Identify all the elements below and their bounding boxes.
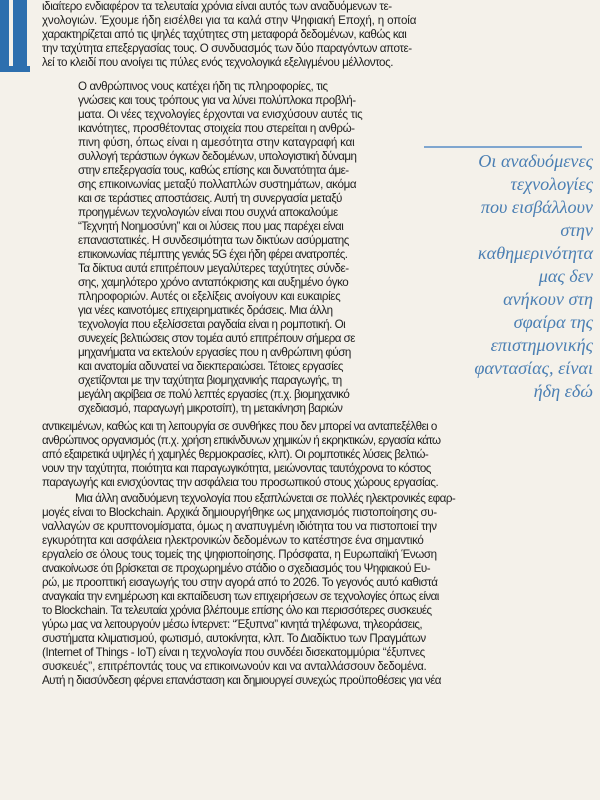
article-line: και ανατομία αδυνατεί να διεκπεραιώσει. Τέτοιες εργασίες <box>78 360 344 373</box>
pull-quote-line: Οι αναδυόμενες <box>478 151 593 171</box>
article-line: γύρω μας να λειτουργούν μέσω ίντερνετ: ‘‘Έξυπνα’’ κινητά τηλέφωνα, τηλεοράσεις, <box>42 618 423 631</box>
pull-quote-line: σφαίρα της <box>513 312 593 332</box>
article-line: γνώσεις και τους τρόπους για να λύνει πολύπλοκα προβλή- <box>78 94 356 107</box>
article-line: εγκυρότητα και ασφάλεια ηλεκτρονικών δεδομένων το κατέστησε ένα σημαντικό <box>42 534 424 547</box>
drop-cap-letter <box>9 0 31 66</box>
article-line: από εξαιρετικά υψηλές ή χαμηλές θερμοκρασίες, κλπ). Οι ρομποτικές λύσεις βελτιώ- <box>42 448 429 461</box>
article-line: την ταχύτητα επεξεργασίας τους. Ο συνδυασμός των δύο παραγόντων αποτε- <box>42 42 412 55</box>
article-line: τεχνολογία που εξελίσσεται ραγδαία είναι η ρομποτική. Οι <box>78 318 346 331</box>
article-line: ικανότητες, προσθέτοντας στοιχεία που στερείται η ανθρώ- <box>78 122 355 135</box>
article-line: ναλλαγών σε κρυπτονομίσματα, όμως η αναπυγμένη ιδιότητα του να πιστοποιεί την <box>42 520 437 533</box>
pull-quote-line: μας δεν <box>538 266 593 286</box>
article-line: επαναστατικές. Η συνδεσιμότητα των δικτύων ασύρματης <box>78 234 349 247</box>
article-line: μεγάλη ακρίβεια σε πολύ λεπτές εργασίες (π.χ. βιομηχανικό <box>78 388 350 401</box>
article-line: μηχανήματα να εκτελούν εργασίες που η ανθρώπινη φύση <box>78 346 351 359</box>
article-line: νουν την ταχύτητα, ποιότητα και παραγωγικότητα, μειώνοντας ταυτόχρονα το κόστος <box>42 462 431 475</box>
article-line: στην επεξεργασία τους, καθώς επίσης και δυνατότητα άμε- <box>78 164 349 177</box>
article-line: το Blockchain. Τα τελευταία χρόνια βλέπουμε επίσης όλο και περισσότερες συσκευές <box>42 604 432 617</box>
article-line: και σε τεράστιες αποστάσεις. Αυτή τη συνεργασία μεταξύ <box>78 192 342 205</box>
article-line: μογές είναι το Blockchain. Αρχικά δημιουργήθηκε ως μηχανισμός πιστοποίησης συ- <box>42 506 437 519</box>
article-line: χνολογιών. Έχουμε ήδη εισέλθει για τα καλά στην Ψηφιακή Εποχή, η οποία <box>42 14 417 27</box>
article-line: ιδιαίτερο ενδιαφέρον τα τελευταία χρόνια είναι αυτός των αναδυόμενων τε- <box>42 0 392 13</box>
article-line: σης επικοινωνίας μεταξύ πολλαπλών συστημάτων, ακόμα <box>78 178 357 191</box>
pull-quote-line: ήδη εδώ <box>533 381 593 401</box>
article-line: συνεχείς βελτιώσεις στον τομέα αυτό επιτρέπουν σήμερα σε <box>78 332 355 345</box>
article-line: Αυτή η διασύνδεση φέρνει επανάσταση και δημιουργεί συνεχώς προϋποθέσεις για νέα <box>42 674 441 687</box>
pull-quote-rule <box>424 146 582 148</box>
article-line: επικοινωνίας πέμπτης γενιάς 5G έχει ήδη φέρει ανατροπές. <box>78 248 348 261</box>
pull-quote <box>407 150 593 403</box>
article-line: συστήματα κλιματισμού, φωτισμό, αυτοκίνητα, κλπ. Το Διαδίκτυο των Πραγμάτων <box>42 632 426 645</box>
drop-cap <box>0 0 30 72</box>
pull-quote-line: τεχνολογίες <box>510 174 593 194</box>
article-line: ανακοίνωσε ότι βρίσκεται σε προχωρημένο στάδιο ο σχεδιασμός του Ψηφιακού Ευ- <box>42 562 431 575</box>
article-line: προηγμένων τεχνολογιών είναι που συχνά αποκαλούμε <box>78 206 338 219</box>
article-line: σχετίζονται με την ταχύτητα βιομηχανικής παραγωγής, τη <box>78 374 342 387</box>
article-line: λεί το κλειδί που ανοίγει τις πύλες ενός τεχνολογικά εξελιγμένου μέλλοντος. <box>42 56 394 69</box>
pull-quote-line: καθημερινότητα <box>477 243 593 263</box>
article-line: (Internet of Things - IoT) είναι η τεχνολογία που συνδέει δισεκατομμύρια ‘‘έξυπνες <box>42 646 425 659</box>
article-line: χαρακτηρίζεται από τις ψηλές ταχύτητες στη μεταφορά δεδομένων, καθώς και <box>42 28 407 41</box>
article-line: συλλογή τεράστιων όγκων δεδομένων, υπολογιστική δύναμη <box>78 150 357 163</box>
article-line: ανθρώπινος οργανισμός (π.χ. χρήση επικίνδυνων χημικών ή εκρηκτικών, εργασία κάτω <box>42 434 441 447</box>
article-line: Μια άλλη αναδυόμενη τεχνολογία που εξαπλώνεται σε πολλές ηλεκτρονικές εφαρ- <box>75 492 456 505</box>
article-line: Ο ανθρώπινος νους κατέχει ήδη τις πληροφορίες, τις <box>78 80 328 93</box>
article-line: εργαλείο σε όλους τους τομείς της ψηφιοποίησης. Πρόσφατα, η Ευρωπαϊκή Ένωση <box>42 548 437 561</box>
article-line: ρώ, με προοπτική εισαγωγής του στην αγορά από το 2026. Το γεγονός αυτό καθιστά <box>42 576 438 589</box>
article-line: για νέες καινοτόμες επιχειρηματικές δράσεις. Μια άλλη <box>78 304 333 317</box>
pull-quote-line: ανήκουν στη <box>503 289 593 309</box>
article-line: ματα. Οι νέες τεχνολογίες έρχονται να ενισχύσουν αυτές τις <box>78 108 363 121</box>
article-line: πληροφοριών. Αυτές οι εξελίξεις ανοίγουν και ευκαιρίες <box>78 290 341 303</box>
article-line: σχεδιασμό, παραγωγή μικροτσίπ), τη μετακίνηση βαριών <box>78 402 343 415</box>
article-line: αναγκαία την ενημέρωση και εκπαίδευση των επιχειρήσεων σε τεχνολογίες όπως είναι <box>42 590 439 603</box>
article-line: “Τεχνητή Νοημοσύνη” και οι λύσεις που μας παρέχει είναι <box>78 220 344 233</box>
article-line: Τα δίκτυα αυτά επιτρέπουν μεγαλύτερες ταχύτητες σύνδε- <box>78 262 349 275</box>
article-line: σης, χαμηλότερο χρόνο ανταπόκρισης και αυξημένο όγκο <box>78 276 349 289</box>
pull-quote-line: φαντασίας, είναι <box>474 358 593 378</box>
pull-quote-line: επιστημονικής <box>490 335 593 355</box>
article-line: αντικειμένων, καθώς και τη λειτουργία σε συνθήκες που δεν μπορεί να ανταπεξέλθει ο <box>42 420 437 433</box>
article-line: πινη φύση, όπως είναι η αμεσότητα στην καταγραφή και <box>78 136 355 149</box>
pull-quote-line: στην <box>560 220 593 240</box>
article-line: παραγωγής και ενισχύοντας την ασφάλεια του προσωπικού στους χώρους εργασίας. <box>42 476 439 489</box>
article-line: συσκευές’’, επιτρέποντάς τους να επικοινωνούν και να ανταλλάσσουν δεδομένα. <box>42 660 427 673</box>
pull-quote-line: που εισβάλλουν <box>480 197 593 217</box>
